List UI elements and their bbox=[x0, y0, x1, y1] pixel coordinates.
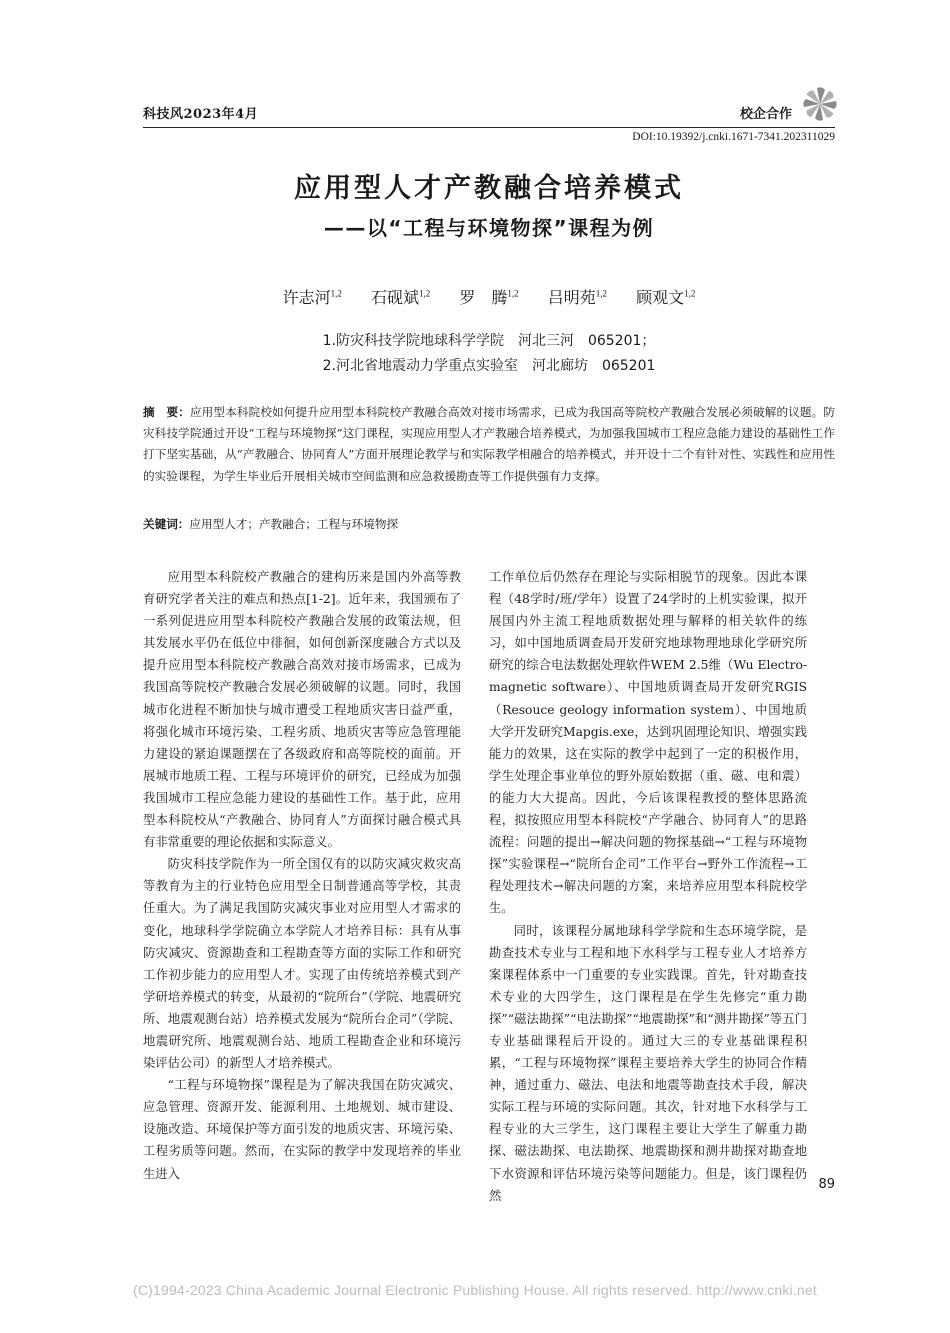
keywords-label: 关键词： bbox=[143, 517, 190, 531]
keywords bbox=[143, 514, 835, 534]
body-column-right bbox=[489, 566, 807, 1207]
article-title: 应用型人才产教融合培养模式 bbox=[294, 173, 684, 204]
header-rule bbox=[143, 127, 835, 128]
affiliation-1: 1.防灾科技学院地球科学学院 河北三河 065201； bbox=[322, 333, 656, 349]
author-list bbox=[143, 281, 835, 311]
keywords-text: 应用型人才；产教融合；工程与环境物探 bbox=[189, 517, 399, 531]
body-paragraph: 应用型本科院校产教融合的建构历来是国内外高等教育研究学者关注的难点和热点[1-2]。近年来，我国颁布了一系列促进应用型本科院校产教融合发展的政策法规，但其发展水平仍在低位中徘徊，如何创新深度融合方式以及提升应用型本科院校产教融合高效对接市场需求，已成为我国高等院校产教融合发展必须破解的议题。同时，我国城市化进程不断加快与城市遭受工程地质灾害日益严重，将强化城市环境污染、工程劣质、地质灾害等应急管理能力建设的紧迫课题摆在了各级政府和高等院校的面前。开展城市地质工程、工程与环境评价的研究，已经成为加强我国城市工程应急能力建设的基础性工作。基于此，应用型本科院校从“产教融合、协同育人”方面探讨融合模式具有非常重要的理论依据和实际意义。 bbox=[143, 570, 461, 850]
author bbox=[548, 288, 607, 307]
body-column-left bbox=[143, 566, 461, 1185]
author bbox=[459, 288, 518, 307]
page-number: 89 bbox=[818, 1177, 835, 1192]
author bbox=[636, 288, 695, 307]
body-paragraph: 同时，该课程分属地球科学学院和生态环境学院，是勘查技术专业与工程和地下水科学与工程专业人才培养方案课程体系中一门重要的专业实践课。首先，针对勘查技术专业的大四学生，这门课程是在学生先修完“重力勘探”“磁法勘探”“电法勘探”“地震勘探”和“测井勘探”等五门专业基础课程后开设的。通过大三的专业基础课程积累，“工程与环境物探”课程主要培养大学生的协同合作精神，通过重力、磁法、电法和地震等勘查技术手段，解决实际工程与环境的实际问题。其次，针对地下水科学与工程专业的大三学生，这门课程主要让大学生了解重力勘探、磁法勘探、电法勘探、地震勘探和测井勘探对勘查地下水资源和评估环境污染等问题能力。但是，该门课程仍然 bbox=[489, 923, 807, 1203]
author-name: 顾观文 bbox=[636, 288, 685, 308]
abstract bbox=[143, 402, 835, 487]
doi: DOI:10.19392/j.cnki.1671-7341.202311029 bbox=[632, 131, 835, 143]
author-affil-mark: 1,2 bbox=[684, 289, 696, 299]
copyright-footer: (C)1994-2023 China Academic Journal Electronic Publishing House. All rights reserved. http://www.cnki.net bbox=[133, 1282, 817, 1298]
body-paragraph: 工作单位后仍然存在理论与实际相脱节的现象。因此本课程（48学时/班/学年）设置了24学时的上机实验课，拟开展国内外主流工程地质数据处理与解释的相关软件的练习，如中国地质调查局开发研究地球物理地球化学研究所研究的综合电法数据处理软件WEM 2.5维（Wu Electro-magnetic software）、中国地质调查局开发研究RGIS（Resouce geology information system）、中国地质大学开发研究Mapgis.exe，达到巩固理论知识、增强实践能力的效果，这在实际的教学中起到了一定的积极作用，学生处理企事业单位的野外原始数据（重、磁、电和震）的能力大大提高。因此，今后该课程教授的整体思路流程，拟按照应用型本科院校“产学融合、协同育人”的思路流程：问题的提出→解决问题的物探基础→“工程与环境物探”实验课程→“院所台企司”工作平台→野外工作流程→工程处理技术→解决问题的方案，来培养应用型本科院校学生。 bbox=[489, 570, 807, 916]
section-name: 校企合作 bbox=[740, 107, 793, 122]
author bbox=[371, 288, 430, 307]
affiliation-2: 2.河北省地震动力学重点实验室 河北廊坊 065201 bbox=[322, 358, 656, 374]
author-name: 罗 腾 bbox=[459, 288, 508, 308]
abstract-text: 应用型本科院校如何提升应用型本科院校产教融合高效对接市场需求，已成为我国高等院校产教融合发展必须破解的议题。防灾科技学院通过开设“工程与环境物探”这门课程，实现应用型人才产教融合培养模式，为加强我国城市工程应急能力建设的基础性工作打下坚实基础，从“产教融合、协同育人”方面开展理论教学与和实际教学相融合的培养模式，并开设十二个有针对性、实践性和应用性的实验课程，为学生毕业后开展相关城市空间监测和应急救援勘查等工作提供强有力支撑。 bbox=[143, 405, 835, 483]
author-affil-mark: 1,2 bbox=[419, 289, 431, 299]
author bbox=[283, 288, 342, 307]
author-affil-mark: 1,2 bbox=[507, 289, 519, 299]
abstract-label: 摘 要： bbox=[143, 405, 190, 419]
journal-issue: 科技风2023年4月 bbox=[143, 107, 259, 122]
author-name: 许志河 bbox=[282, 288, 331, 308]
body-paragraph: “工程与环境物探”课程是为了解决我国在防灾减灾、应急管理、资源开发、能源利用、土地规划、城市建设、设施改造、环境保护等方面引发的地质灾害、环境污染、工程劣质等问题。然而，在实际的教学中发现培养的毕业生进入 bbox=[143, 1078, 461, 1181]
author-name: 石砚斌 bbox=[371, 288, 420, 308]
pinwheel-icon bbox=[800, 84, 840, 124]
body-paragraph: 防灾科技学院作为一所全国仅有的以防灾减灾救灾高等教育为主的行业特色应用型全日制普通高等学校，其责任重大。为了满足我国防灾减灾事业对应用型人才需求的变化，地球科学学院确立本学院人才培养目标：具有从事防灾减灾、资源勘查和工程勘查等方面的实际工作和研究工作初步能力的应用型人才。实现了由传统培养模式到产学研培养模式的转变，从最初的“院所台”（学院、地震研究所、地震观测台站）培养模式发展为“院所台企司”（学院、地震研究所、地震观测台站、地质工程勘查企业和环境污染评估公司）的新型人才培养模式。 bbox=[143, 857, 461, 1071]
author-name: 吕明苑 bbox=[547, 288, 596, 308]
author-affil-mark: 1,2 bbox=[330, 289, 342, 299]
author-affil-mark: 1,2 bbox=[595, 289, 607, 299]
article-subtitle: ——以“工程与环境物探”课程为例 bbox=[323, 216, 655, 240]
